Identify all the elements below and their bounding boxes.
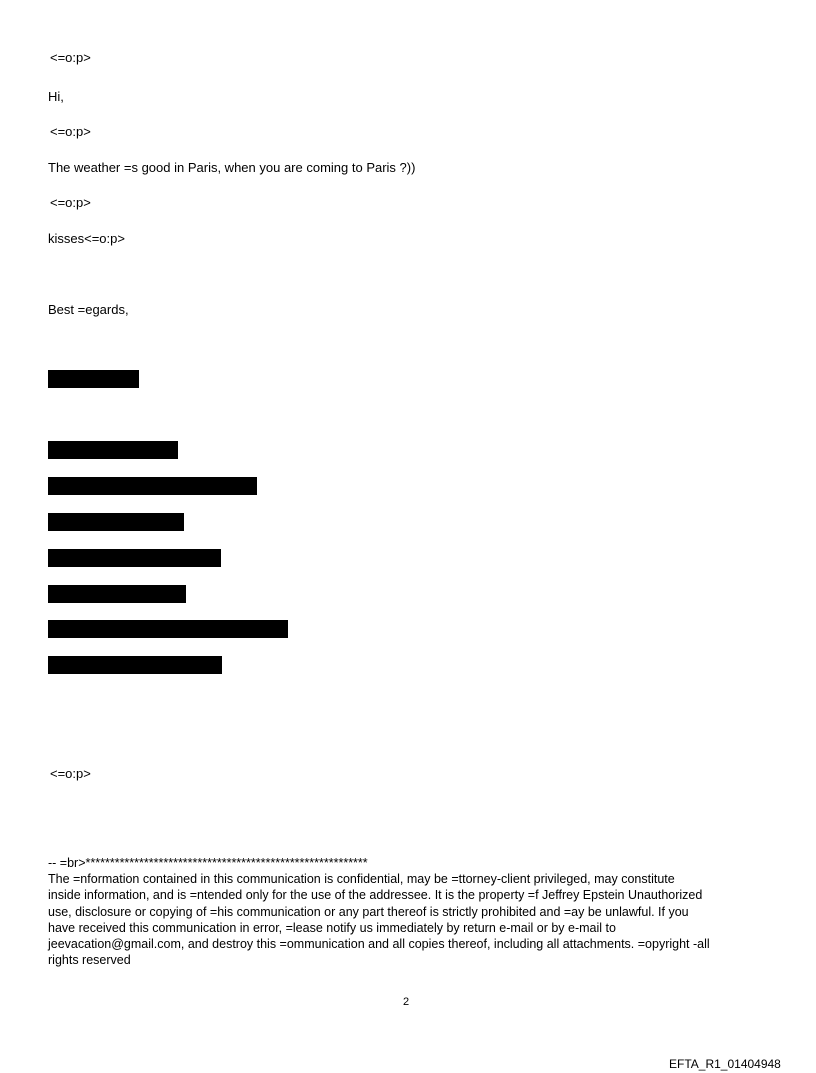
email-line: <=o:p>: [50, 50, 91, 65]
email-line: <=o:p>: [50, 766, 91, 781]
disclaimer-line: The =nformation contained in this communication is confidential, may be =ttorney-client privileged, may constitute: [48, 872, 675, 887]
redaction-bar: [48, 513, 184, 531]
redaction-bar: [48, 656, 222, 674]
disclaimer-line: use, disclosure or copying of =his communication or any part thereof is strictly prohibited and =ay be unlawful. If you: [48, 904, 689, 919]
redaction-bar: [48, 549, 221, 567]
document-id: EFTA_R1_01404948: [669, 1057, 781, 1071]
disclaimer-line: have received this communication in error, =lease notify us immediately by return e-mail or by e-mail to: [48, 920, 616, 935]
redaction-bar: [48, 477, 257, 495]
redaction-bar: [48, 620, 288, 638]
page-number: 2: [403, 996, 410, 1008]
redaction-bar: [48, 585, 186, 603]
disclaimer-line: jeevacation@gmail.com, and destroy this =ommunication and all copies thereof, including all attachments. =opyright -all: [48, 937, 710, 952]
confidentiality-disclaimer: [48, 855, 778, 968]
disclaimer-separator: -- =br>**********************************************************: [48, 856, 368, 870]
redaction-bar: [48, 370, 139, 388]
email-greeting: Hi,: [48, 89, 64, 104]
email-line: <=o:p>: [50, 124, 91, 139]
disclaimer-line: inside information, and is =ntended only for the use of the addressee. It is the property =f Jeffrey Epstein Unauthorized: [48, 888, 703, 903]
redaction-bar: [48, 441, 178, 459]
email-signoff: kisses<=o:p>: [48, 231, 125, 246]
email-closing: Best =egards,: [48, 302, 129, 317]
email-line: <=o:p>: [50, 195, 91, 210]
email-message: The weather =s good in Paris, when you are coming to Paris ?)): [48, 160, 416, 175]
disclaimer-line: rights reserved: [48, 953, 131, 968]
